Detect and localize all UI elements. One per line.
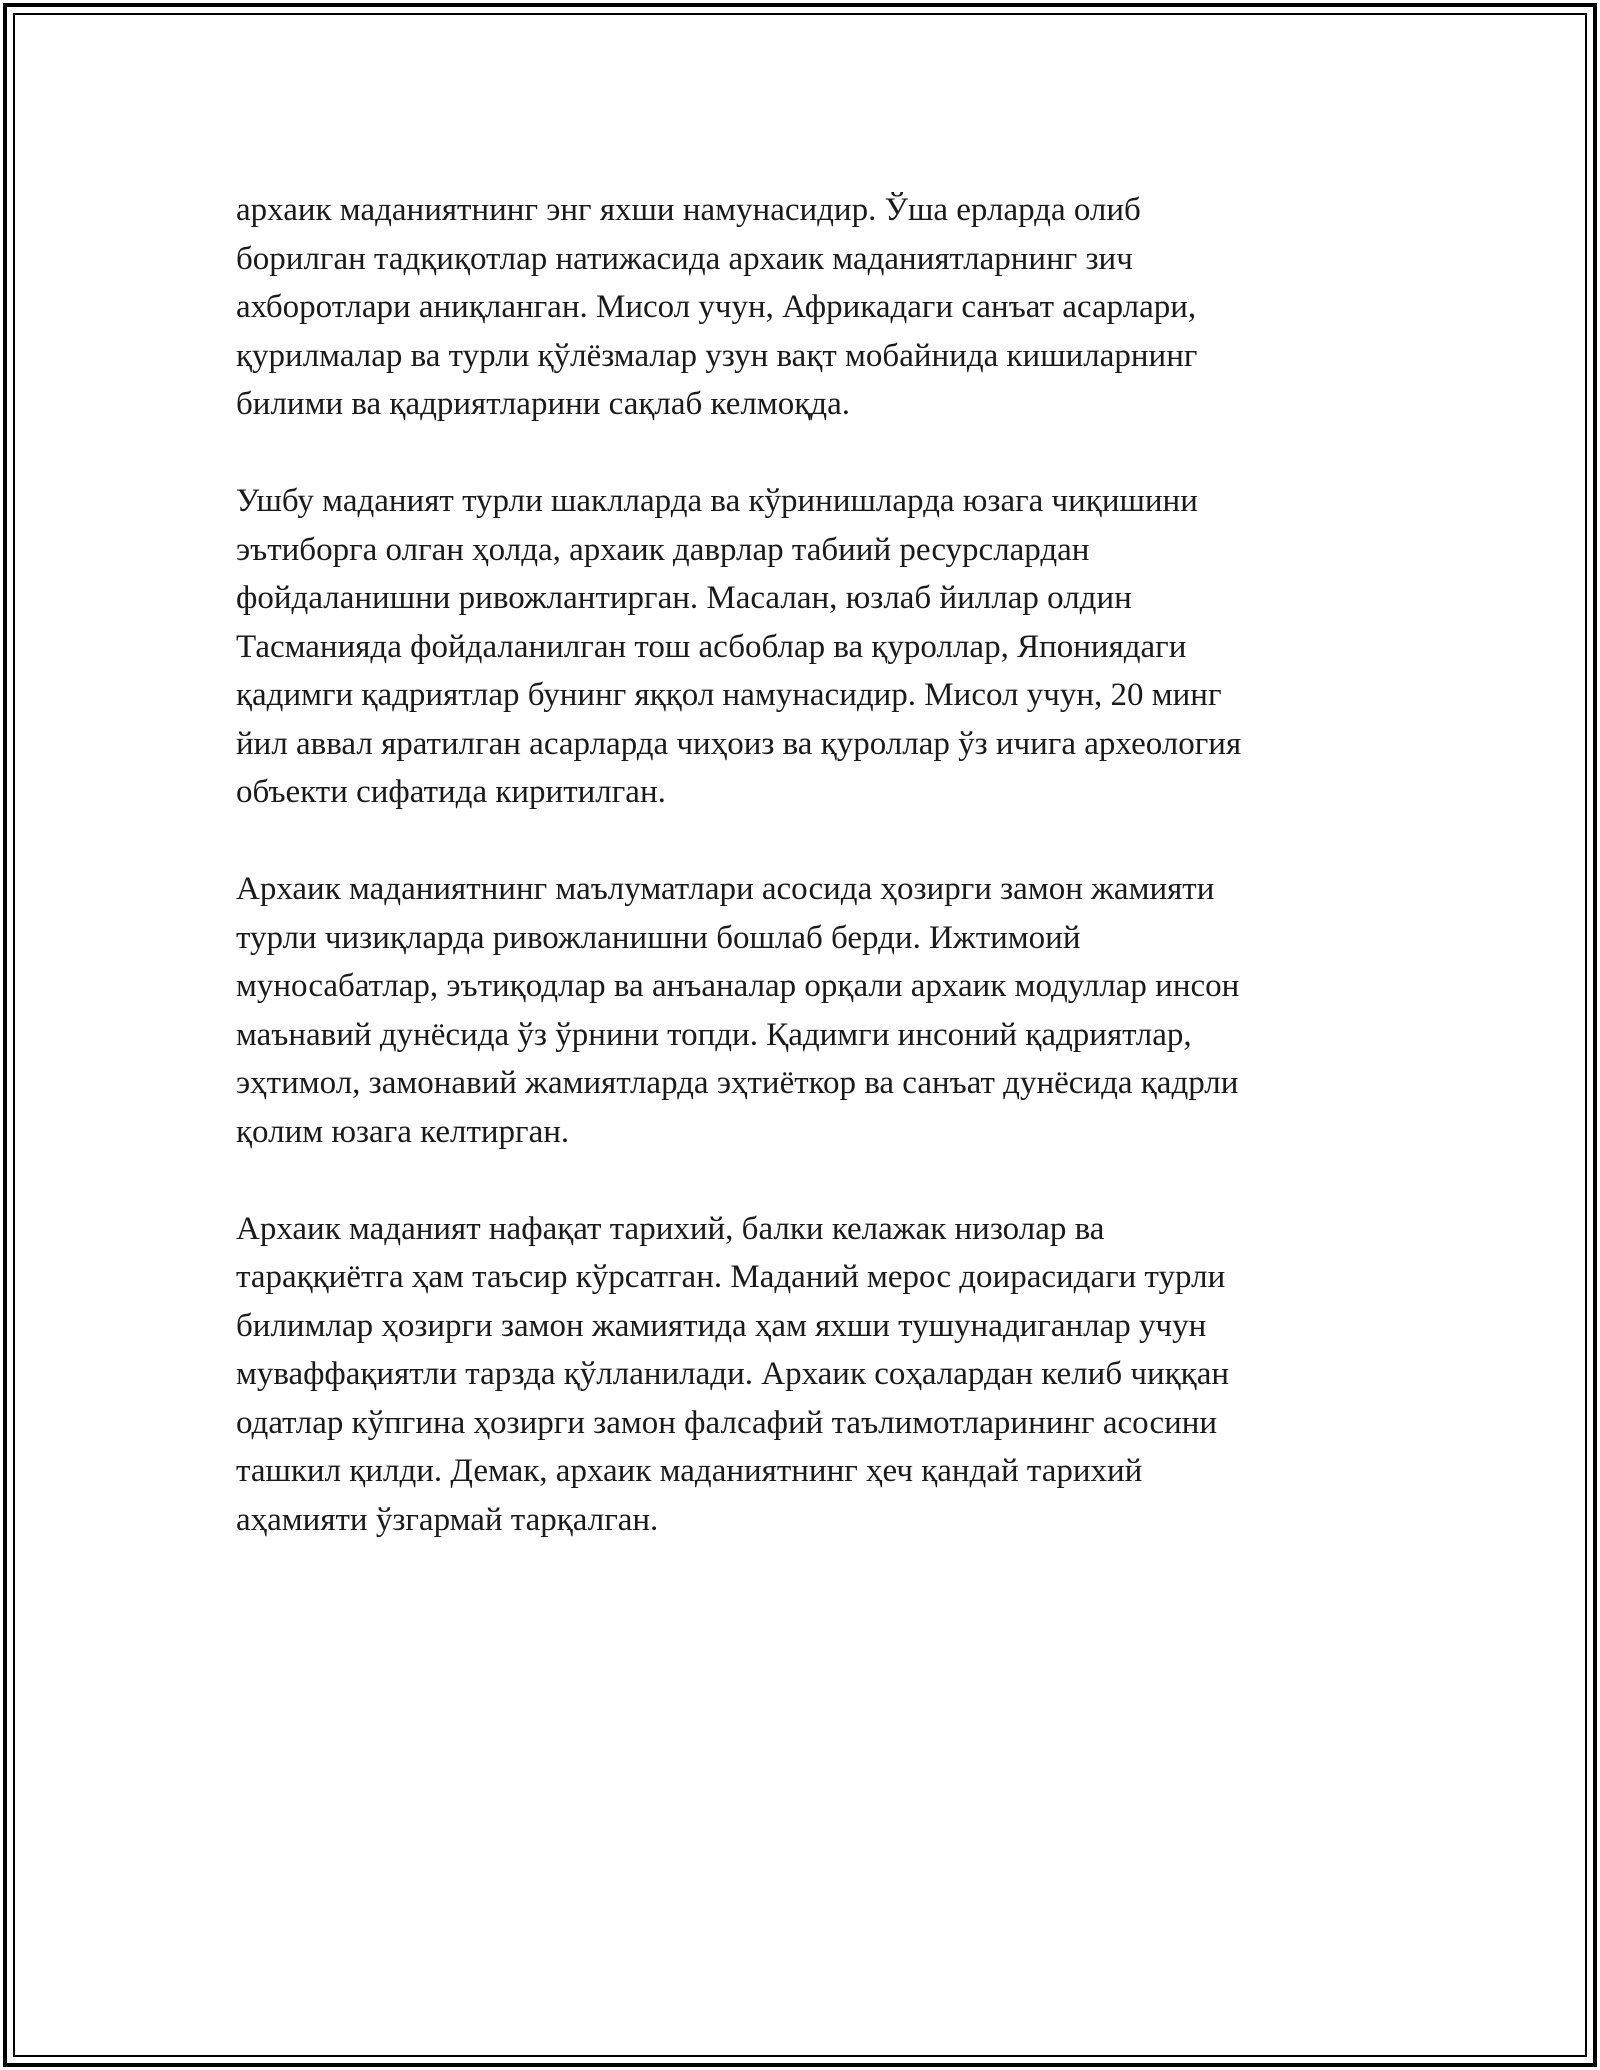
text-line: архаик маданиятнинг энг яхши намунасидир. Ўша ерларда олиб [236,192,1141,228]
text-line: турли чизиқларда ривожланишни бошлаб берди. Ижтимоий [236,919,1081,956]
text-line: билими ва қадриятларини сақлаб келмоқда. [236,386,850,422]
text-line: фойдаланишни ривожлантирган. Масалан, юзлаб йиллар олдин [236,580,1132,616]
text-line: аҳамияти ўзгармай тарқалган. [236,1501,659,1538]
text-line: билимлар ҳозирги замон жамиятида ҳам яхши тушунадиганлар учун [236,1307,1207,1344]
paragraph-2 [236,477,1366,817]
text-line: Архаик маданиятнинг маълуматлари асосида ҳозирги замон жамияти [236,871,1215,907]
text-line: борилган тадқиқотлар натижасида архаик маданиятларнинг зич [236,240,1133,277]
text-line: ахборотлари аниқланган. Мисол учун, Африкадаги санъат асарлари, [236,289,1197,325]
text-line: йил аввал яратилган асарларда чиҳоиз ва қуроллар ўз ичига археология [236,725,1242,762]
text-line: одатлар кўпгина ҳозирги замон фалсафий таълимотларининг асосини [236,1404,1218,1441]
text-line: Архаик маданият нафақат тарихий, балки келажак низолар ва [236,1210,1105,1247]
paragraph-3 [236,865,1366,1156]
document-body [236,186,1366,1593]
text-line: ташкил қилди. Демак, архаик маданиятнинг ҳеч қандай тарихий [236,1453,1143,1489]
text-line: қадимги қадриятлар бунинг яққол намунасидир. Мисол учун, 20 минг [236,677,1222,713]
text-line: тараққиётга ҳам таъсир кўрсатган. Маданий мерос доирасидаги турли [236,1259,1226,1295]
text-line: эҳтимол, замонавий жамиятларда эҳтиёткор ва санъат дунёсида қадрли [236,1065,1239,1101]
text-line: қолим юзага келтирган. [236,1113,570,1150]
paragraph-1 [236,186,1366,429]
text-line: объекти сифатида киритилган. [236,774,666,810]
text-line: муваффақиятли тарзда қўлланилади. Архаик соҳалардан келиб чиққан [236,1356,1229,1392]
text-line: Ушбу маданият турли шаклларда ва кўринишларда юзага чиқишини [236,483,1198,519]
paragraph-4 [236,1205,1366,1545]
text-line: муносабатлар, эътиқодлар ва анъаналар орқали архаик модуллар инсон [236,968,1240,1004]
text-line: эътиборга олган ҳолда, архаик даврлар табиий ресурслардан [236,531,1090,568]
text-line: қурилмалар ва турли қўлёзмалар узун вақт мобайнида кишиларнинг [236,337,1198,374]
text-line: Тасманияда фойдаланилган тош асбоблар ва қуроллар, Япониядаги [236,628,1187,665]
text-line: маънавий дунёсида ўз ўрнини топди. Қадимги инсоний қадриятлар, [236,1016,1192,1053]
